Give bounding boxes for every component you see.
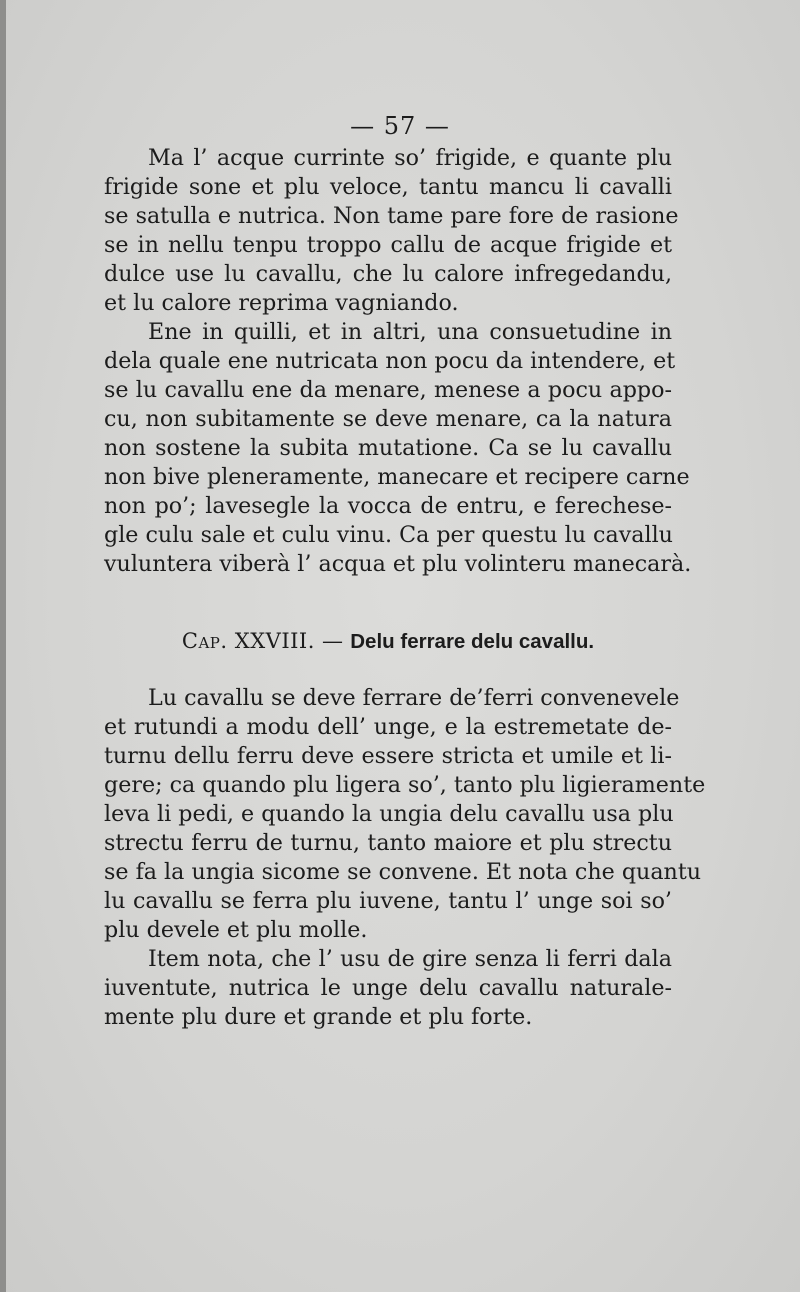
- text-line: iuventute, nutrica le unge delu cavallu naturale-: [104, 975, 672, 1001]
- text-line: se satulla e nutrica. Non tame pare fore de rasione: [104, 203, 679, 229]
- text-line: lu cavallu se ferra plu iuvene, tantu l’ unge soi so’: [104, 888, 672, 914]
- text-line: vuluntera viberà l’ acqua et plu volinteru manecarà.: [104, 551, 692, 577]
- text-line: leva li pedi, e quando la ungia delu cavallu usa plu: [104, 801, 674, 827]
- text-line: plu devele et plu molle.: [104, 917, 368, 943]
- page-number: — 57 —: [350, 112, 450, 140]
- paragraph-3: [104, 684, 706, 945]
- text-line: non po’; lavesegle la vocca de entru, e ferechese-: [104, 493, 672, 519]
- chapter-title: Delu ferrare delu cavallu.: [350, 630, 595, 653]
- text-line: Ene in quilli, et in altri, una consuetudine in: [148, 319, 672, 345]
- text-line: dela quale ene nutricata non pocu da intendere, et: [104, 348, 676, 374]
- text-line: frigide sone et plu veloce, tantu mancu li cavalli: [104, 174, 672, 200]
- text-line: gere; ca quando plu ligera so’, tanto plu ligieramente: [104, 772, 706, 798]
- text-line: cu, non subitamente se deve menare, ca la natura: [104, 406, 672, 432]
- text-line: Item nota, che l’ usu de gire senza li ferri dala: [148, 946, 672, 972]
- text-line: strectu ferru de turnu, tanto maiore et plu strectu: [104, 830, 672, 856]
- text-line: et lu calore reprima vagniando.: [104, 290, 459, 316]
- text-line: non bive pleneramente, manecare et recipere carne: [104, 464, 690, 490]
- text-line: se lu cavallu ene da menare, menese a pocu appo-: [104, 377, 672, 403]
- text-line: dulce use lu cavallu, che lu calore infregedandu,: [104, 261, 672, 287]
- text-line: gle culu sale et culu vinu. Ca per questu lu cavallu: [104, 522, 673, 548]
- chapter-heading: [104, 627, 672, 656]
- text-line: et rutundi a modu dell’ unge, e la estremetate de-: [104, 714, 672, 740]
- page-binding-edge: [0, 0, 6, 1292]
- text-line: mente plu dure et grande et plu forte.: [104, 1004, 533, 1030]
- text-line: Lu cavallu se deve ferrare de’ferri convenevele: [148, 685, 680, 711]
- heading-spacer: [104, 656, 672, 684]
- text-line: se in nellu tenpu troppo callu de acque frigide et: [104, 232, 672, 258]
- body-text: [104, 144, 706, 1032]
- chapter-label: Cap. XXVIII. —: [181, 629, 344, 653]
- text-line: non sostene la subita mutatione. Ca se lu cavallu: [104, 435, 672, 461]
- text-line: Ma l’ acque currinte so’ frigide, e quante plu: [148, 145, 672, 171]
- paragraph-4: [104, 945, 672, 1032]
- text-line: se fa la ungia sicome se convene. Et nota che quantu: [104, 859, 702, 885]
- paragraph-2: [104, 318, 692, 579]
- paragraph-1: [104, 144, 679, 318]
- text-line: turnu dellu ferru deve essere stricta et umile et li-: [104, 743, 672, 769]
